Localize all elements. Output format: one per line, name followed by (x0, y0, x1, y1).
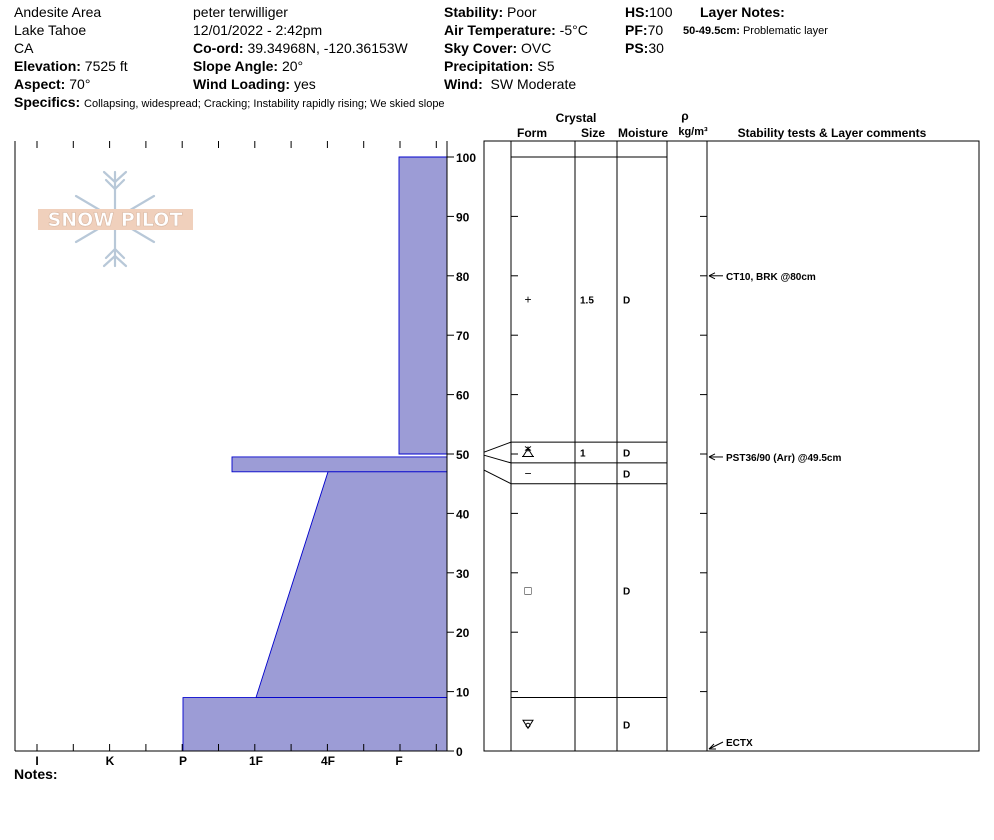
header-moisture: Moisture (617, 126, 669, 140)
header-density-unit: kg/m³ (678, 126, 708, 138)
wind-loading-value: yes (293, 76, 316, 92)
depth-tick-label: 20 (456, 626, 470, 641)
ps-label: PS: (625, 40, 649, 56)
depth-tick-label: 40 (456, 507, 470, 522)
coord-label: Co-ord: (193, 40, 244, 56)
test-arrow-line (709, 742, 723, 749)
header-size: Size (580, 126, 606, 140)
layer-moisture: D (623, 720, 631, 732)
aspect-value: 70° (69, 76, 91, 92)
layer-note-text: Problematic layer (742, 25, 828, 37)
sky-value: OVC (521, 40, 552, 56)
depth-tick-label: 10 (456, 685, 470, 700)
snowpilot-logo (38, 172, 193, 266)
header-form: Form (517, 126, 547, 140)
slope-label: Slope Angle: (193, 58, 279, 74)
depth-tick-label: 30 (456, 566, 470, 581)
layer-connector (484, 455, 511, 463)
observer-text: peter terwilliger (193, 4, 288, 20)
wind-value: SW Moderate (490, 76, 577, 92)
notes-label: Notes: (14, 766, 58, 782)
depth-hoar-icon (523, 720, 533, 728)
hardness-layer-3 (183, 698, 447, 751)
depth-tick-label: 0 (456, 745, 463, 759)
hardness-tick-label: F (395, 754, 403, 768)
hs-label: HS: (625, 4, 650, 20)
depth-tick-label: 80 (456, 269, 470, 284)
depth-tick-label: 100 (456, 151, 477, 165)
hardness-tick-label: 4F (320, 754, 336, 768)
layer-size: 1.5 (580, 295, 594, 307)
range-text: Lake Tahoe (14, 22, 87, 38)
specifics-value: Collapsing, widespread; Cracking; Instability rapidly rising; We skied slope (84, 98, 445, 110)
layer-connector (484, 470, 511, 484)
aspect-label: Aspect: (14, 76, 66, 92)
header-rho: ρ (681, 109, 689, 123)
layer-connector (484, 442, 511, 452)
elevation-label: Elevation: (14, 58, 81, 74)
precip-label: Precipitation: (444, 58, 534, 74)
sky-label: Sky Cover: (444, 40, 518, 56)
depth-tick-label: 90 (456, 210, 470, 225)
layer-form-symbol: □ (524, 583, 532, 598)
test-label: ECTX (726, 738, 753, 749)
hardness-tick-label: K (105, 754, 115, 768)
hardness-tick-label: P (178, 754, 188, 768)
depth-tick-label: 60 (456, 388, 470, 403)
hardness-tick-label: 1F (248, 754, 264, 768)
wind-label: Wind: (444, 76, 483, 92)
layer-table-frame (484, 141, 979, 751)
datetime-text: 12/01/2022 - 2:42pm (193, 22, 323, 38)
layer-moisture: D (623, 469, 631, 481)
stability-test (709, 453, 841, 464)
hardness-layer-2 (256, 472, 447, 698)
hardness-tick-label: I (35, 754, 39, 768)
layer-moisture: D (623, 586, 631, 598)
surface-hoar-glyph (522, 447, 534, 457)
pf-label: PF: (625, 22, 648, 38)
layer-moisture: D (623, 448, 631, 460)
stability-label: Stability: (444, 4, 504, 20)
surface-hoar-icon (522, 447, 534, 457)
header-crystal: Crystal (555, 111, 597, 125)
stability-value: Poor (507, 4, 537, 20)
pf-value: 70 (647, 22, 664, 38)
depth-tick-label: 50 (456, 448, 470, 462)
layer-form-symbol: + (524, 292, 532, 307)
test-label: CT10, BRK @80cm (726, 271, 816, 283)
elevation-value: 7525 ft (84, 58, 128, 74)
specifics-label: Specifics: (14, 94, 81, 110)
stability-test (709, 272, 816, 283)
hs-value: 100 (649, 4, 673, 20)
location-text: Andesite Area (14, 4, 102, 20)
air-temp-value: -5°C (559, 22, 588, 38)
precip-value: S5 (537, 58, 555, 74)
slope-value: 20° (281, 58, 304, 74)
stability-test (709, 738, 753, 749)
hardness-layer-0 (399, 157, 447, 454)
layer-note-range: 50-49.5cm: (683, 25, 740, 37)
depth-tick-label: 70 (456, 329, 470, 344)
test-label: PST36/90 (Arr) @49.5cm (726, 452, 842, 464)
layer-form-symbol: − (524, 466, 532, 481)
wind-loading-label: Wind Loading: (193, 76, 291, 92)
layer-notes-heading: Layer Notes: (700, 4, 785, 20)
layer-size: 1 (580, 448, 586, 460)
hardness-layer-1 (232, 457, 447, 472)
header-comments: Stability tests & Layer comments (737, 126, 927, 140)
air-temp-label: Air Temperature: (444, 22, 556, 38)
coord-value: 39.34968N, -120.36153W (247, 40, 408, 56)
logo-text: SNOW PILOT (47, 209, 183, 231)
state-text: CA (14, 40, 34, 56)
layer-moisture: D (623, 295, 631, 307)
ps-value: 30 (648, 40, 664, 56)
